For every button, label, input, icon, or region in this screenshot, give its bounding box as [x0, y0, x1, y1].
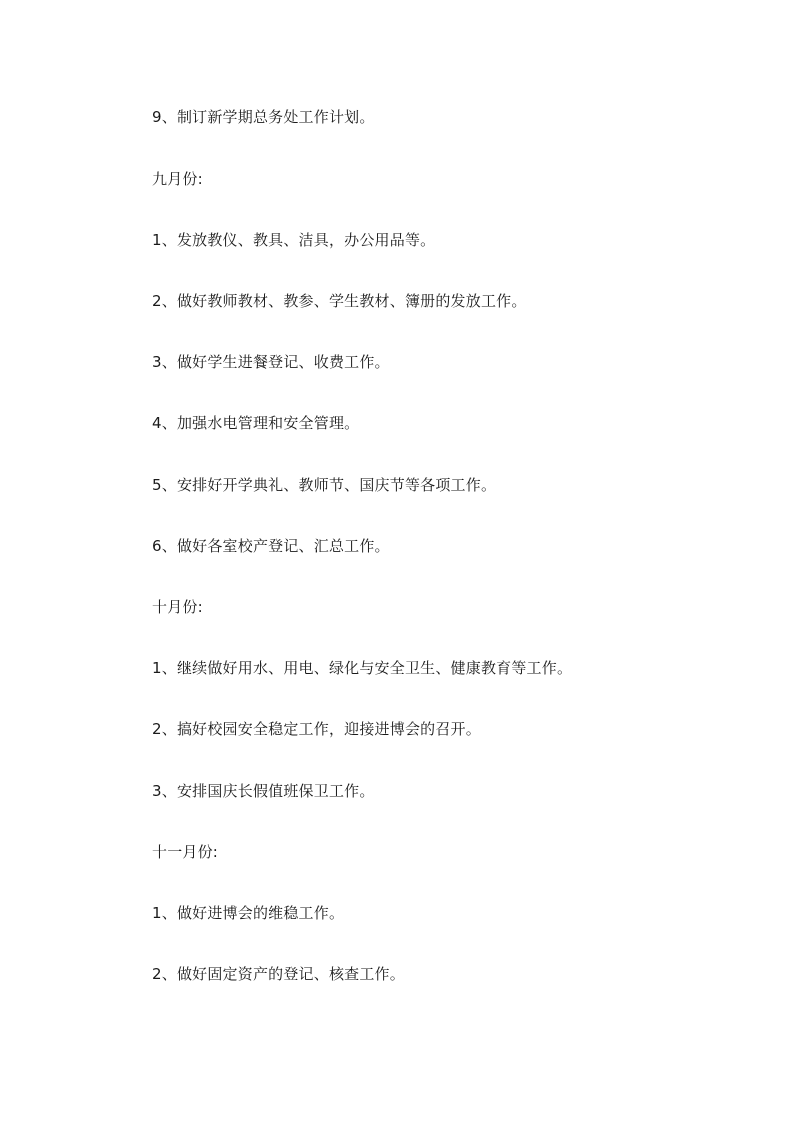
plan-item: 3、安排国庆长假值班保卫工作。: [152, 782, 375, 800]
plan-item: 2、搞好校园安全稳定工作，迎接进博会的召开。: [152, 720, 481, 738]
plan-item: 6、做好各室校产登记、汇总工作。: [152, 537, 390, 555]
section-heading-september: 九月份:: [152, 170, 203, 188]
plan-item-september-prep: 9、制订新学期总务处工作计划。: [152, 108, 375, 126]
plan-item: 4、加强水电管理和安全管理。: [152, 414, 360, 432]
section-heading-november: 十一月份:: [152, 843, 219, 861]
plan-item: 3、做好学生进餐登记、收费工作。: [152, 353, 390, 371]
plan-item: 2、做好教师教材、教参、学生教材、簿册的发放工作。: [152, 292, 527, 310]
plan-item: 1、继续做好用水、用电、绿化与安全卫生、健康教育等工作。: [152, 659, 573, 677]
plan-item: 1、发放教仪、教具、洁具，办公用品等。: [152, 231, 436, 249]
plan-item: 2、做好固定资产的登记、核查工作。: [152, 965, 405, 983]
section-heading-october: 十月份:: [152, 598, 203, 616]
plan-item: 1、做好进博会的维稳工作。: [152, 904, 345, 922]
plan-item: 5、安排好开学典礼、教师节、国庆节等各项工作。: [152, 476, 497, 494]
